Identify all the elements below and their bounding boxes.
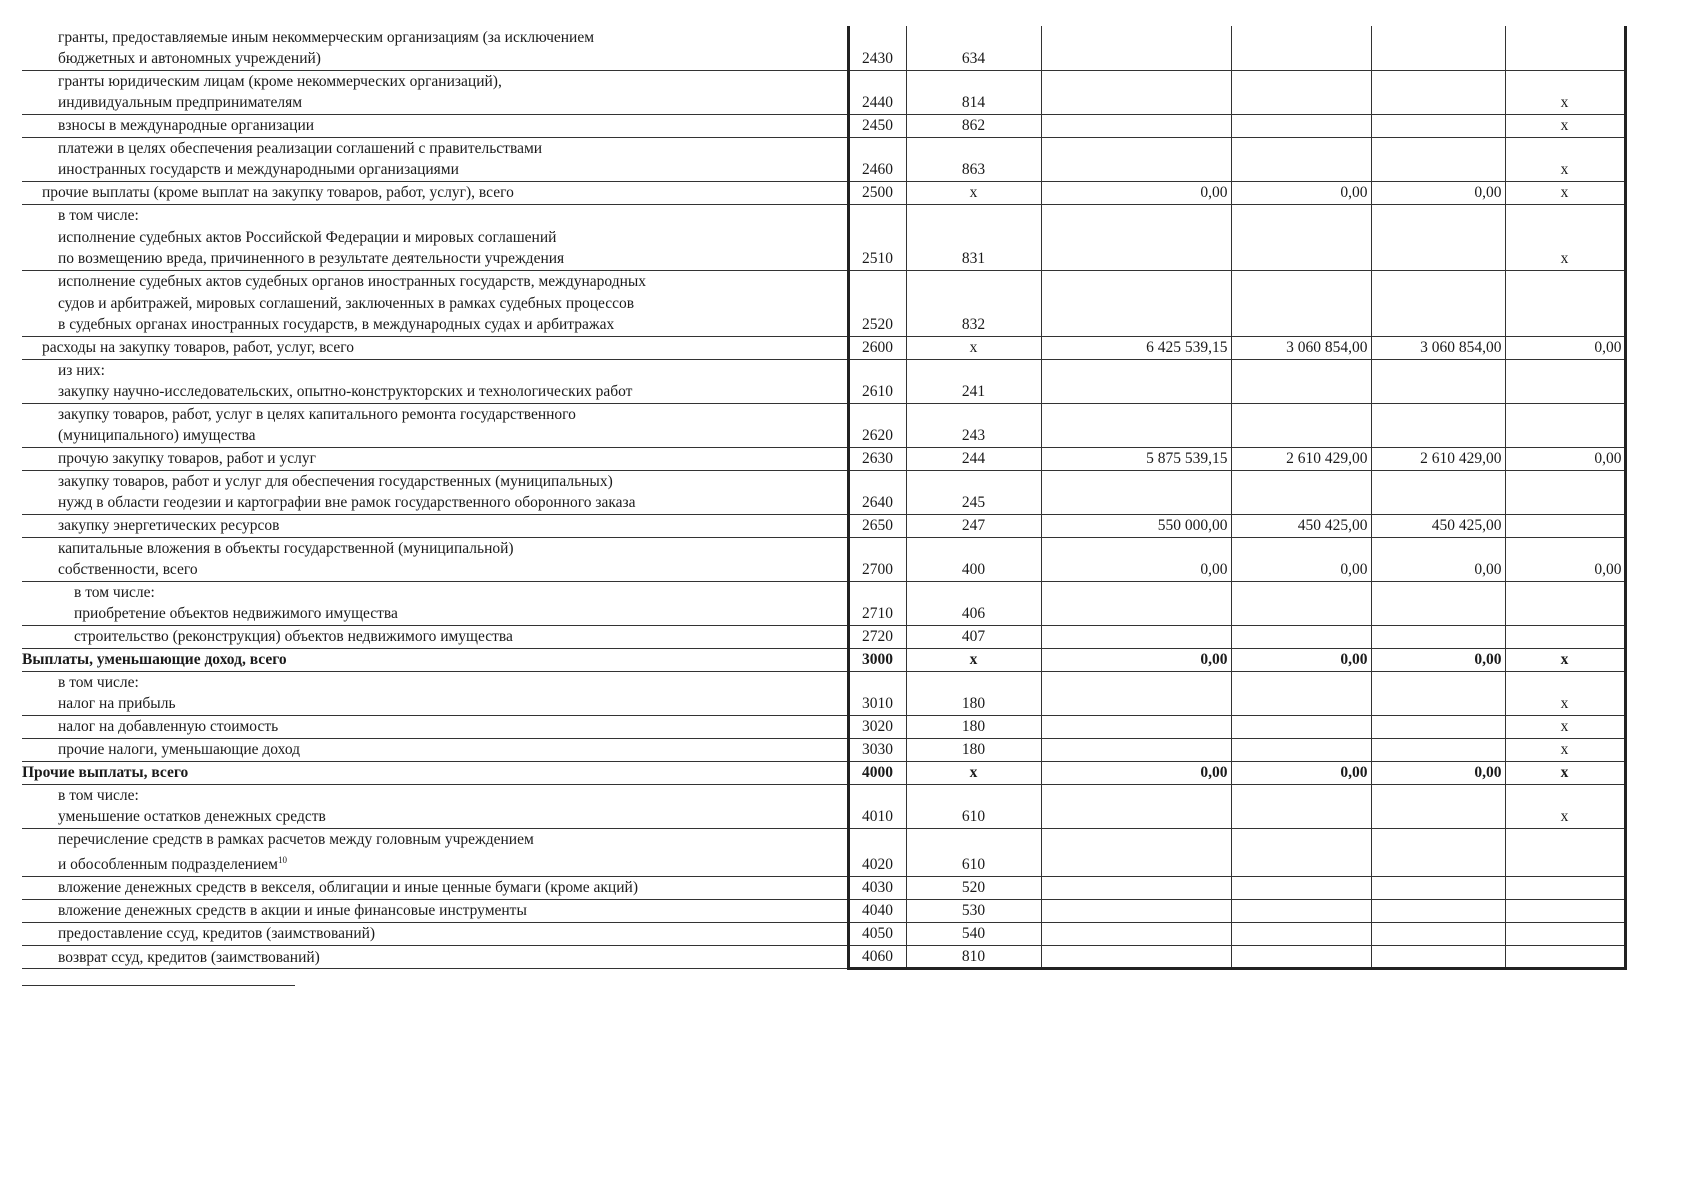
kbk-code: 610 [906, 828, 1041, 876]
kbk-code: 244 [906, 447, 1041, 470]
value-year-3 [1371, 581, 1505, 625]
value-year-1 [1041, 828, 1231, 876]
footnote-separator [22, 985, 295, 986]
value-year-1: 0,00 [1041, 537, 1231, 581]
value-beyond-period [1505, 26, 1625, 70]
value-year-2 [1231, 114, 1371, 137]
value-beyond-period: 0,00 [1505, 336, 1625, 359]
row-label-text: капитальные вложения в объекты государственной (муниципальной) собственности, всего [58, 539, 514, 578]
row-code: 3030 [848, 738, 906, 761]
row-label-text: вложение денежных средств в векселя, облигации и иные ценные бумаги (кроме акций) [58, 879, 638, 897]
table-row [22, 359, 1625, 403]
row-label-text: закупку товаров, работ, услуг в целях капитального ремонта государственного (муниципального) имущества [58, 405, 576, 444]
value-year-3: 3 060 854,00 [1371, 336, 1505, 359]
table-row [22, 70, 1625, 114]
table-row [22, 625, 1625, 648]
value-year-3: 0,00 [1371, 761, 1505, 784]
value-year-1: 0,00 [1041, 648, 1231, 671]
value-beyond-period: x [1505, 648, 1625, 671]
row-label-text: в том числе: исполнение судебных актов Российской Федерации и мировых соглашений по возмещению вреда, причиненного в результате деятельности учреждения [58, 207, 565, 267]
table-row [22, 828, 1625, 876]
financial-plan-table [22, 26, 1627, 970]
row-label [22, 447, 848, 470]
row-code: 2610 [848, 359, 906, 403]
value-year-1 [1041, 922, 1231, 945]
row-label [22, 671, 848, 715]
row-label-text: возврат ссуд, кредитов (заимствований) [58, 948, 320, 966]
row-label [22, 270, 848, 336]
table-row [22, 922, 1625, 945]
row-code: 4050 [848, 922, 906, 945]
row-label [22, 514, 848, 537]
row-label [22, 403, 848, 447]
value-year-2 [1231, 137, 1371, 181]
row-label [22, 784, 848, 828]
value-year-3 [1371, 671, 1505, 715]
row-label-text: в том числе: налог на прибыль [58, 673, 176, 712]
row-code: 3010 [848, 671, 906, 715]
value-year-1: 550 000,00 [1041, 514, 1231, 537]
value-year-3 [1371, 114, 1505, 137]
value-year-3 [1371, 270, 1505, 336]
row-label-text: вложение денежных средств в акции и иные финансовые инструменты [58, 902, 527, 920]
row-label-text: налог на добавленную стоимость [58, 718, 279, 735]
value-year-2 [1231, 359, 1371, 403]
value-year-1 [1041, 70, 1231, 114]
value-beyond-period: x [1505, 114, 1625, 137]
table-row [22, 470, 1625, 514]
row-label [22, 922, 848, 945]
table-row [22, 715, 1625, 738]
kbk-code: x [906, 648, 1041, 671]
row-code: 4020 [848, 828, 906, 876]
row-label [22, 581, 848, 625]
value-year-2: 0,00 [1231, 537, 1371, 581]
table-row [22, 761, 1625, 784]
value-year-1 [1041, 204, 1231, 270]
row-label-text: предоставление ссуд, кредитов (заимствований) [58, 925, 376, 943]
value-beyond-period [1505, 876, 1625, 899]
value-year-2 [1231, 738, 1371, 761]
value-beyond-period: x [1505, 761, 1625, 784]
value-year-3 [1371, 359, 1505, 403]
value-year-1 [1041, 114, 1231, 137]
row-code: 2640 [848, 470, 906, 514]
row-label-text: платежи в целях обеспечения реализации соглашений с правительствами иностранных государств и международными организациями [58, 139, 543, 178]
row-code: 2620 [848, 403, 906, 447]
value-year-3 [1371, 784, 1505, 828]
row-code: 3020 [848, 715, 906, 738]
value-year-2 [1231, 899, 1371, 922]
kbk-code: 180 [906, 715, 1041, 738]
value-year-1 [1041, 671, 1231, 715]
row-label-text: исполнение судебных актов судебных органов иностранных государств, международных судов и арбитражей, мировых соглашений, заключенных в рамках судебных процессов в судебных органах иностранных государств, в международных судах и арбитражах [58, 273, 647, 333]
table-row [22, 876, 1625, 899]
row-label [22, 876, 848, 899]
value-year-2 [1231, 70, 1371, 114]
value-year-1 [1041, 784, 1231, 828]
kbk-code: 241 [906, 359, 1041, 403]
row-label [22, 738, 848, 761]
row-label-text: Выплаты, уменьшающие доход, всего [22, 651, 287, 668]
value-year-3 [1371, 945, 1505, 969]
row-label [22, 137, 848, 181]
value-year-2 [1231, 784, 1371, 828]
kbk-code: x [906, 336, 1041, 359]
value-year-2 [1231, 945, 1371, 969]
value-year-3 [1371, 204, 1505, 270]
value-year-1 [1041, 137, 1231, 181]
row-label-text: Прочие выплаты, всего [22, 764, 189, 781]
kbk-code: 831 [906, 204, 1041, 270]
table-row [22, 581, 1625, 625]
table-row [22, 403, 1625, 447]
table-row [22, 447, 1625, 470]
row-label-text: в том числе: приобретение объектов недвижимого имущества [74, 583, 398, 622]
row-code: 2440 [848, 70, 906, 114]
kbk-code: 863 [906, 137, 1041, 181]
value-year-3: 450 425,00 [1371, 514, 1505, 537]
row-label [22, 648, 848, 671]
value-year-2: 3 060 854,00 [1231, 336, 1371, 359]
table-row [22, 899, 1625, 922]
row-label [22, 945, 848, 969]
value-year-2 [1231, 671, 1371, 715]
table-row [22, 336, 1625, 359]
table-row [22, 784, 1625, 828]
kbk-code: 406 [906, 581, 1041, 625]
kbk-code: x [906, 181, 1041, 204]
value-beyond-period: x [1505, 671, 1625, 715]
table-row [22, 514, 1625, 537]
value-beyond-period [1505, 899, 1625, 922]
row-label-text: закупку товаров, работ и услуг для обеспечения государственных (муниципальных) нужд в области геодезии и картографии вне рамок государственного оборонного заказа [58, 472, 636, 511]
value-year-1: 6 425 539,15 [1041, 336, 1231, 359]
value-beyond-period: 0,00 [1505, 537, 1625, 581]
value-year-1: 5 875 539,15 [1041, 447, 1231, 470]
row-code: 2520 [848, 270, 906, 336]
value-year-3 [1371, 922, 1505, 945]
row-code: 2720 [848, 625, 906, 648]
kbk-code: 530 [906, 899, 1041, 922]
value-beyond-period: x [1505, 137, 1625, 181]
row-label [22, 470, 848, 514]
value-year-2: 0,00 [1231, 181, 1371, 204]
table-row [22, 114, 1625, 137]
row-label [22, 761, 848, 784]
value-year-1 [1041, 945, 1231, 969]
kbk-code: 610 [906, 784, 1041, 828]
row-label [22, 181, 848, 204]
value-year-1 [1041, 403, 1231, 447]
value-year-3 [1371, 470, 1505, 514]
row-code: 4010 [848, 784, 906, 828]
value-year-3 [1371, 625, 1505, 648]
kbk-code: 862 [906, 114, 1041, 137]
row-label-text: прочую закупку товаров, работ и услуг [58, 450, 316, 467]
value-year-2 [1231, 715, 1371, 738]
value-year-3 [1371, 876, 1505, 899]
value-year-1 [1041, 581, 1231, 625]
value-beyond-period [1505, 514, 1625, 537]
value-beyond-period [1505, 581, 1625, 625]
value-beyond-period: x [1505, 715, 1625, 738]
row-label-text: гранты юридическим лицам (кроме некоммерческих организаций), индивидуальным предпринимателям [58, 72, 502, 111]
row-label [22, 828, 848, 876]
table-row [22, 648, 1625, 671]
kbk-code: 407 [906, 625, 1041, 648]
row-code: 2630 [848, 447, 906, 470]
value-year-2 [1231, 876, 1371, 899]
row-label-text: прочие налоги, уменьшающие доход [58, 741, 301, 758]
row-label [22, 359, 848, 403]
table-row [22, 738, 1625, 761]
value-year-1 [1041, 470, 1231, 514]
row-code: 2650 [848, 514, 906, 537]
value-year-2 [1231, 625, 1371, 648]
value-beyond-period: x [1505, 738, 1625, 761]
table-row [22, 181, 1625, 204]
kbk-code: 814 [906, 70, 1041, 114]
value-year-1 [1041, 738, 1231, 761]
table-row [22, 204, 1625, 270]
value-year-3 [1371, 70, 1505, 114]
row-label [22, 715, 848, 738]
value-year-3 [1371, 899, 1505, 922]
row-label [22, 114, 848, 137]
value-year-2: 0,00 [1231, 648, 1371, 671]
value-beyond-period: x [1505, 784, 1625, 828]
row-code: 2450 [848, 114, 906, 137]
value-year-1 [1041, 899, 1231, 922]
table-body [22, 26, 1625, 969]
kbk-code: 810 [906, 945, 1041, 969]
kbk-code: 180 [906, 671, 1041, 715]
value-beyond-period [1505, 470, 1625, 514]
value-year-2 [1231, 270, 1371, 336]
value-year-1 [1041, 359, 1231, 403]
table-row [22, 137, 1625, 181]
kbk-code: 520 [906, 876, 1041, 899]
row-label-text: в том числе: уменьшение остатков денежных средств [58, 786, 326, 825]
row-label [22, 537, 848, 581]
value-year-2: 450 425,00 [1231, 514, 1371, 537]
kbk-code: 180 [906, 738, 1041, 761]
value-beyond-period [1505, 270, 1625, 336]
table-row [22, 671, 1625, 715]
value-beyond-period: x [1505, 181, 1625, 204]
value-beyond-period [1505, 625, 1625, 648]
value-year-1 [1041, 715, 1231, 738]
value-year-3 [1371, 26, 1505, 70]
value-beyond-period [1505, 945, 1625, 969]
value-year-3: 0,00 [1371, 181, 1505, 204]
row-label-text: из них: закупку научно-исследовательских, опытно-конструкторских и технологических работ [58, 361, 633, 400]
row-label-text: прочие выплаты (кроме выплат на закупку товаров, работ, услуг), всего [42, 184, 514, 201]
row-label-text: строительство (реконструкция) объектов недвижимого имущества [74, 628, 513, 645]
row-label [22, 625, 848, 648]
kbk-code: 247 [906, 514, 1041, 537]
value-year-1 [1041, 270, 1231, 336]
value-year-2: 2 610 429,00 [1231, 447, 1371, 470]
value-beyond-period: 0,00 [1505, 447, 1625, 470]
value-year-2 [1231, 470, 1371, 514]
row-label [22, 26, 848, 70]
value-year-3 [1371, 738, 1505, 761]
value-year-3: 0,00 [1371, 648, 1505, 671]
kbk-code: 634 [906, 26, 1041, 70]
row-code: 4000 [848, 761, 906, 784]
row-code: 2430 [848, 26, 906, 70]
value-year-3: 0,00 [1371, 537, 1505, 581]
value-beyond-period: x [1505, 70, 1625, 114]
value-year-2: 0,00 [1231, 761, 1371, 784]
row-label-text: расходы на закупку товаров, работ, услуг, всего [42, 339, 354, 356]
table-row [22, 945, 1625, 969]
value-year-3 [1371, 137, 1505, 181]
row-code: 2510 [848, 204, 906, 270]
value-year-2 [1231, 922, 1371, 945]
value-year-1: 0,00 [1041, 181, 1231, 204]
value-beyond-period [1505, 403, 1625, 447]
table-row [22, 270, 1625, 336]
value-year-2 [1231, 581, 1371, 625]
kbk-code: 245 [906, 470, 1041, 514]
row-label [22, 70, 848, 114]
footnote-marker: 10 [278, 855, 287, 865]
row-label-text: взносы в международные организации [58, 117, 315, 134]
row-label-text: перечисление средств в рамках расчетов между головным учреждением и обособленным подразделением [58, 830, 534, 874]
kbk-code: 832 [906, 270, 1041, 336]
row-code: 3000 [848, 648, 906, 671]
row-label-text: закупку энергетических ресурсов [58, 517, 280, 534]
row-code: 2600 [848, 336, 906, 359]
row-label [22, 204, 848, 270]
value-year-3 [1371, 403, 1505, 447]
value-year-1 [1041, 26, 1231, 70]
row-code: 2700 [848, 537, 906, 581]
value-year-2 [1231, 828, 1371, 876]
value-beyond-period: x [1505, 204, 1625, 270]
row-code: 2500 [848, 181, 906, 204]
row-code: 4030 [848, 876, 906, 899]
row-code: 4060 [848, 945, 906, 969]
value-year-3 [1371, 715, 1505, 738]
kbk-code: 400 [906, 537, 1041, 581]
value-year-3 [1371, 828, 1505, 876]
value-year-3: 2 610 429,00 [1371, 447, 1505, 470]
row-label-text: гранты, предоставляемые иным некоммерческим организациям (за исключением бюджетных и автономных учреждений) [58, 28, 595, 67]
value-year-2 [1231, 403, 1371, 447]
kbk-code: 243 [906, 403, 1041, 447]
table-row [22, 26, 1625, 70]
row-label [22, 899, 848, 922]
row-label [22, 336, 848, 359]
kbk-code: 540 [906, 922, 1041, 945]
value-year-2 [1231, 204, 1371, 270]
value-year-1 [1041, 625, 1231, 648]
row-code: 4040 [848, 899, 906, 922]
value-beyond-period [1505, 828, 1625, 876]
value-year-2 [1231, 26, 1371, 70]
row-code: 2460 [848, 137, 906, 181]
value-beyond-period [1505, 359, 1625, 403]
value-beyond-period [1505, 922, 1625, 945]
kbk-code: x [906, 761, 1041, 784]
value-year-1 [1041, 876, 1231, 899]
table-row [22, 537, 1625, 581]
value-year-1: 0,00 [1041, 761, 1231, 784]
row-code: 2710 [848, 581, 906, 625]
